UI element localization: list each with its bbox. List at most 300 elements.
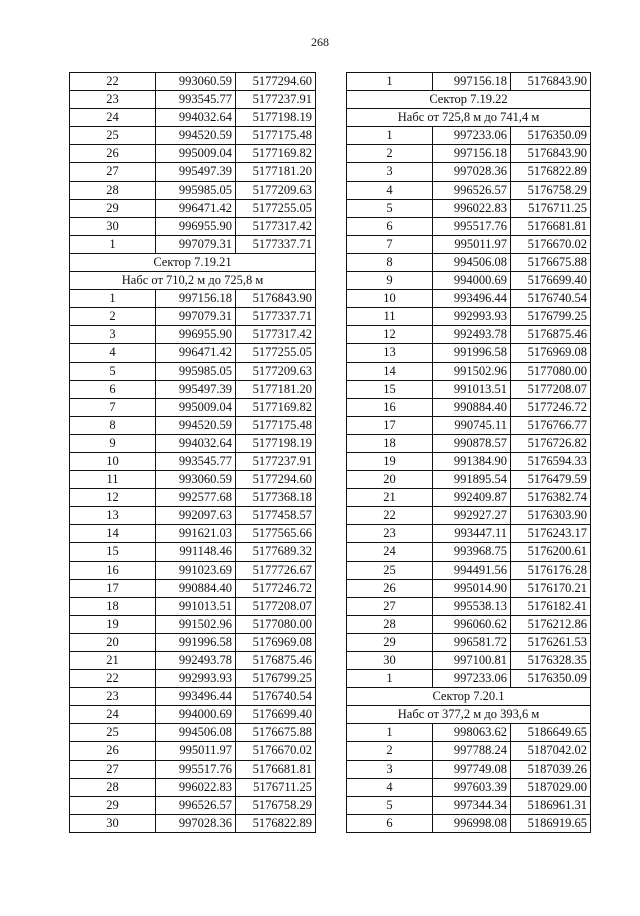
table-row	[347, 597, 591, 615]
coordinate-y: 5176212.86	[511, 615, 591, 633]
coordinate-x: 994506.08	[156, 724, 236, 742]
table-row	[347, 489, 591, 507]
coordinate-x: 997028.36	[433, 163, 511, 181]
point-number: 17	[70, 579, 156, 597]
coordinate-y: 5177181.20	[236, 380, 316, 398]
point-number: 3	[347, 760, 433, 778]
sector-header-row	[347, 91, 591, 109]
coordinate-x: 992493.78	[156, 652, 236, 670]
table-row	[70, 633, 316, 651]
table-row	[347, 633, 591, 651]
coordinate-x: 991013.51	[156, 597, 236, 615]
coordinate-y: 5177294.60	[236, 73, 316, 91]
sector-range-row	[347, 706, 591, 724]
coordinate-y: 5176711.25	[236, 778, 316, 796]
coordinate-x: 994000.69	[433, 272, 511, 290]
table-row	[347, 471, 591, 489]
coordinate-y: 5176328.35	[511, 652, 591, 670]
sector-range-row	[347, 109, 591, 127]
table-row	[347, 344, 591, 362]
table-row	[70, 145, 316, 163]
table-row	[70, 706, 316, 724]
coordinate-x: 996060.62	[433, 615, 511, 633]
table-row	[70, 344, 316, 362]
sector-title: Сектор 7.20.1	[347, 688, 591, 706]
coordinate-y: 5177175.48	[236, 416, 316, 434]
table-row	[347, 145, 591, 163]
coordinate-x: 997079.31	[156, 308, 236, 326]
coordinate-y: 5176350.09	[511, 670, 591, 688]
table-row	[347, 796, 591, 814]
point-number: 28	[347, 615, 433, 633]
coordinate-y: 5177726.67	[236, 561, 316, 579]
coordinate-x: 994032.64	[156, 434, 236, 452]
table-row	[70, 615, 316, 633]
table-row	[347, 814, 591, 832]
coordinates-table-left	[69, 72, 316, 833]
point-number: 23	[347, 525, 433, 543]
table-row	[347, 217, 591, 235]
sector-header-row	[70, 253, 316, 271]
point-number: 3	[70, 326, 156, 344]
table-row	[70, 471, 316, 489]
table-row	[347, 253, 591, 271]
coordinate-x: 990878.57	[433, 434, 511, 452]
table-row	[70, 380, 316, 398]
coordinate-y: 5176822.89	[236, 814, 316, 832]
point-number: 15	[347, 380, 433, 398]
coordinate-y: 5176740.54	[511, 290, 591, 308]
coordinate-x: 991996.58	[433, 344, 511, 362]
coordinate-x: 991023.69	[156, 561, 236, 579]
coordinate-x: 990745.11	[433, 416, 511, 434]
point-number: 4	[70, 344, 156, 362]
table-row	[347, 362, 591, 380]
coordinate-y: 5177080.00	[511, 362, 591, 380]
coordinate-y: 5176681.81	[511, 217, 591, 235]
coordinate-y: 5176799.25	[236, 670, 316, 688]
coordinate-x: 997100.81	[433, 652, 511, 670]
table-row	[347, 670, 591, 688]
point-number: 24	[70, 109, 156, 127]
coordinate-x: 997156.18	[433, 73, 511, 91]
point-number: 14	[347, 362, 433, 380]
table-row	[70, 796, 316, 814]
point-number: 1	[347, 724, 433, 742]
coordinate-y: 5176675.88	[511, 253, 591, 271]
coordinate-y: 5176670.02	[511, 235, 591, 253]
table-row	[70, 489, 316, 507]
coordinate-y: 5176969.08	[511, 344, 591, 362]
coordinate-y: 5177175.48	[236, 127, 316, 145]
coordinate-y: 5176699.40	[511, 272, 591, 290]
table-row	[347, 380, 591, 398]
point-number: 18	[347, 434, 433, 452]
point-number: 29	[70, 199, 156, 217]
coordinate-x: 997156.18	[433, 145, 511, 163]
coordinate-x: 991502.96	[156, 615, 236, 633]
coordinate-x: 995014.90	[433, 579, 511, 597]
table-row	[70, 163, 316, 181]
point-number: 21	[347, 489, 433, 507]
coordinate-x: 995497.39	[156, 380, 236, 398]
point-number: 2	[347, 742, 433, 760]
point-number: 28	[70, 778, 156, 796]
coordinate-x: 993968.75	[433, 543, 511, 561]
coordinate-y: 5176875.46	[511, 326, 591, 344]
point-number: 6	[70, 380, 156, 398]
coordinate-y: 5176170.21	[511, 579, 591, 597]
coordinate-x: 990884.40	[433, 398, 511, 416]
table-row	[347, 525, 591, 543]
coordinate-y: 5177294.60	[236, 471, 316, 489]
coordinate-x: 996955.90	[156, 217, 236, 235]
table-row	[70, 525, 316, 543]
coordinate-y: 5176969.08	[236, 633, 316, 651]
coordinate-y: 5176711.25	[511, 199, 591, 217]
table-row	[347, 398, 591, 416]
point-number: 22	[347, 507, 433, 525]
coordinate-x: 993060.59	[156, 471, 236, 489]
coordinate-x: 996955.90	[156, 326, 236, 344]
coordinate-y: 5176699.40	[236, 706, 316, 724]
sector-title: Сектор 7.19.22	[347, 91, 591, 109]
coordinate-y: 5176843.90	[511, 73, 591, 91]
table-row	[347, 290, 591, 308]
table-row	[70, 778, 316, 796]
point-number: 16	[70, 561, 156, 579]
table-row	[70, 724, 316, 742]
coordinate-x: 992993.93	[433, 308, 511, 326]
table-row	[70, 561, 316, 579]
point-number: 1	[347, 670, 433, 688]
coordinate-y: 5177255.05	[236, 344, 316, 362]
coordinate-x: 990884.40	[156, 579, 236, 597]
table-row	[347, 434, 591, 452]
table-row	[347, 235, 591, 253]
point-number: 21	[70, 652, 156, 670]
point-number: 5	[347, 796, 433, 814]
coordinate-y: 5176758.29	[511, 181, 591, 199]
point-number: 19	[347, 452, 433, 470]
coordinate-y: 5176382.74	[511, 489, 591, 507]
point-number: 26	[347, 579, 433, 597]
coordinate-y: 5176875.46	[236, 652, 316, 670]
coordinate-x: 997233.06	[433, 127, 511, 145]
coordinate-y: 5177317.42	[236, 326, 316, 344]
table-row	[70, 199, 316, 217]
page-number: 268	[311, 35, 329, 49]
coordinate-y: 5177181.20	[236, 163, 316, 181]
point-number: 30	[347, 652, 433, 670]
point-number: 13	[347, 344, 433, 362]
table-row	[70, 543, 316, 561]
coordinate-y: 5187039.26	[511, 760, 591, 778]
coordinate-x: 997788.24	[433, 742, 511, 760]
coordinate-x: 991996.58	[156, 633, 236, 651]
table-row	[70, 688, 316, 706]
coordinate-x: 993447.11	[433, 525, 511, 543]
coordinate-x: 996471.42	[156, 199, 236, 217]
point-number: 30	[70, 814, 156, 832]
coordinate-y: 5177458.57	[236, 507, 316, 525]
coordinate-x: 992493.78	[433, 326, 511, 344]
point-number: 1	[70, 290, 156, 308]
point-number: 17	[347, 416, 433, 434]
table-row	[70, 742, 316, 760]
coordinate-y: 5177337.71	[236, 235, 316, 253]
sector-header-row	[347, 688, 591, 706]
table-row	[70, 290, 316, 308]
coordinate-y: 5177198.19	[236, 434, 316, 452]
coordinate-y: 5177565.66	[236, 525, 316, 543]
coordinate-y: 5176766.77	[511, 416, 591, 434]
coordinate-x: 993496.44	[433, 290, 511, 308]
coordinate-x: 992409.87	[433, 489, 511, 507]
point-number: 6	[347, 814, 433, 832]
coordinate-x: 994491.56	[433, 561, 511, 579]
point-number: 24	[347, 543, 433, 561]
coordinate-y: 5176681.81	[236, 760, 316, 778]
coordinate-y: 5176670.02	[236, 742, 316, 760]
table-row	[347, 724, 591, 742]
sector-range: Набс от 710,2 м до 725,8 м	[70, 272, 316, 290]
coordinate-x: 995011.97	[156, 742, 236, 760]
table-row	[70, 597, 316, 615]
coordinate-y: 5176758.29	[236, 796, 316, 814]
point-number: 12	[347, 326, 433, 344]
coordinate-x: 996998.08	[433, 814, 511, 832]
coordinate-y: 5177337.71	[236, 308, 316, 326]
coordinate-x: 995497.39	[156, 163, 236, 181]
point-number: 19	[70, 615, 156, 633]
coordinate-x: 994520.59	[156, 416, 236, 434]
coordinate-x: 997749.08	[433, 760, 511, 778]
table-row	[70, 579, 316, 597]
point-number: 25	[70, 724, 156, 742]
coordinate-y: 5176479.59	[511, 471, 591, 489]
sector-range: Набс от 725,8 м до 741,4 м	[347, 109, 591, 127]
coordinate-x: 995011.97	[433, 235, 511, 253]
point-number: 20	[70, 633, 156, 651]
table-row	[347, 760, 591, 778]
coordinate-x: 991621.03	[156, 525, 236, 543]
coordinate-y: 5177689.32	[236, 543, 316, 561]
coordinate-x: 991013.51	[433, 380, 511, 398]
point-number: 26	[70, 742, 156, 760]
table-row	[347, 416, 591, 434]
coordinate-y: 5177246.72	[511, 398, 591, 416]
point-number: 11	[347, 308, 433, 326]
point-number: 1	[347, 73, 433, 91]
sector-range: Набс от 377,2 м до 393,6 м	[347, 706, 591, 724]
coordinate-x: 992993.93	[156, 670, 236, 688]
coordinate-y: 5177080.00	[236, 615, 316, 633]
coordinate-x: 995985.05	[156, 362, 236, 380]
table-row	[70, 416, 316, 434]
coordinate-y: 5186961.31	[511, 796, 591, 814]
point-number: 8	[347, 253, 433, 271]
coordinate-y: 5177209.63	[236, 362, 316, 380]
coordinate-x: 991502.96	[433, 362, 511, 380]
coordinate-x: 995009.04	[156, 145, 236, 163]
coordinate-x: 996526.57	[156, 796, 236, 814]
coordinate-x: 991384.90	[433, 452, 511, 470]
table-row	[347, 543, 591, 561]
coordinate-x: 992927.27	[433, 507, 511, 525]
table-row	[70, 217, 316, 235]
coordinate-y: 5187029.00	[511, 778, 591, 796]
point-number: 27	[70, 760, 156, 778]
table-row	[347, 579, 591, 597]
coordinate-y: 5186919.65	[511, 814, 591, 832]
coordinate-x: 994506.08	[433, 253, 511, 271]
point-number: 29	[70, 796, 156, 814]
coordinate-y: 5177368.18	[236, 489, 316, 507]
table-row	[70, 91, 316, 109]
coordinate-y: 5176740.54	[236, 688, 316, 706]
table-row	[70, 109, 316, 127]
table-row	[70, 73, 316, 91]
point-number: 27	[70, 163, 156, 181]
point-number: 7	[347, 235, 433, 253]
coordinate-x: 993545.77	[156, 452, 236, 470]
coordinate-y: 5176303.90	[511, 507, 591, 525]
point-number: 16	[347, 398, 433, 416]
coordinate-y: 5176243.17	[511, 525, 591, 543]
point-number: 10	[347, 290, 433, 308]
point-number: 5	[347, 199, 433, 217]
coordinate-x: 996581.72	[433, 633, 511, 651]
coordinate-x: 995985.05	[156, 181, 236, 199]
table-row	[347, 615, 591, 633]
point-number: 9	[347, 272, 433, 290]
point-number: 26	[70, 145, 156, 163]
coordinate-x: 994000.69	[156, 706, 236, 724]
coordinate-x: 996022.83	[156, 778, 236, 796]
coordinate-y: 5186649.65	[511, 724, 591, 742]
sector-title: Сектор 7.19.21	[70, 253, 316, 271]
point-number: 6	[347, 217, 433, 235]
table-row	[70, 326, 316, 344]
point-number: 2	[70, 308, 156, 326]
coordinate-y: 5176843.90	[511, 145, 591, 163]
table-row	[347, 199, 591, 217]
table-row	[347, 308, 591, 326]
point-number: 22	[70, 73, 156, 91]
table-row	[70, 398, 316, 416]
table-row	[70, 308, 316, 326]
coordinate-y: 5176726.82	[511, 434, 591, 452]
coordinate-x: 995538.13	[433, 597, 511, 615]
coordinate-x: 998063.62	[433, 724, 511, 742]
coordinate-y: 5176594.33	[511, 452, 591, 470]
point-number: 25	[70, 127, 156, 145]
coordinate-x: 995009.04	[156, 398, 236, 416]
point-number: 8	[70, 416, 156, 434]
table-row	[70, 652, 316, 670]
coordinate-y: 5177208.07	[236, 597, 316, 615]
point-number: 15	[70, 543, 156, 561]
coordinate-y: 5177208.07	[511, 380, 591, 398]
coordinate-x: 995517.76	[156, 760, 236, 778]
table-row	[70, 814, 316, 832]
point-number: 22	[70, 670, 156, 688]
sector-range-row	[70, 272, 316, 290]
coordinate-y: 5176200.61	[511, 543, 591, 561]
coordinate-x: 996471.42	[156, 344, 236, 362]
coordinate-y: 5177246.72	[236, 579, 316, 597]
coordinate-y: 5176350.09	[511, 127, 591, 145]
table-row	[70, 670, 316, 688]
table-row	[347, 272, 591, 290]
table-row	[347, 326, 591, 344]
point-number: 13	[70, 507, 156, 525]
coordinate-x: 992577.68	[156, 489, 236, 507]
coordinate-y: 5176843.90	[236, 290, 316, 308]
table-row	[70, 181, 316, 199]
coordinate-y: 5176675.88	[236, 724, 316, 742]
coordinate-x: 994520.59	[156, 127, 236, 145]
table-row	[347, 452, 591, 470]
coordinate-y: 5177317.42	[236, 217, 316, 235]
table-row	[70, 127, 316, 145]
table-row	[347, 73, 591, 91]
point-number: 3	[347, 163, 433, 181]
table-row	[70, 760, 316, 778]
coordinate-x: 991148.46	[156, 543, 236, 561]
point-number: 24	[70, 706, 156, 724]
table-row	[347, 507, 591, 525]
coordinate-x: 997344.34	[433, 796, 511, 814]
coordinate-x: 996022.83	[433, 199, 511, 217]
coordinate-y: 5176822.89	[511, 163, 591, 181]
coordinate-x: 997079.31	[156, 235, 236, 253]
coordinate-y: 5176799.25	[511, 308, 591, 326]
coordinate-x: 996526.57	[433, 181, 511, 199]
coordinate-x: 994032.64	[156, 109, 236, 127]
table-row	[70, 362, 316, 380]
table-row	[70, 452, 316, 470]
coordinate-y: 5177237.91	[236, 452, 316, 470]
coordinate-y: 5177169.82	[236, 145, 316, 163]
point-number: 28	[70, 181, 156, 199]
point-number: 29	[347, 633, 433, 651]
coordinate-x: 991895.54	[433, 471, 511, 489]
coordinate-x: 993060.59	[156, 73, 236, 91]
table-row	[70, 434, 316, 452]
coordinate-x: 997156.18	[156, 290, 236, 308]
coordinate-x: 992097.63	[156, 507, 236, 525]
coordinate-y: 5177255.05	[236, 199, 316, 217]
point-number: 2	[347, 145, 433, 163]
coordinate-x: 995517.76	[433, 217, 511, 235]
table-row	[70, 507, 316, 525]
coordinate-y: 5176261.53	[511, 633, 591, 651]
table-row	[347, 127, 591, 145]
coordinate-y: 5177237.91	[236, 91, 316, 109]
table-row	[70, 235, 316, 253]
coordinates-table-right	[346, 72, 591, 833]
point-number: 11	[70, 471, 156, 489]
point-number: 4	[347, 778, 433, 796]
point-number: 10	[70, 452, 156, 470]
point-number: 9	[70, 434, 156, 452]
coordinate-y: 5187042.02	[511, 742, 591, 760]
coordinate-y: 5176176.28	[511, 561, 591, 579]
coordinate-y: 5177209.63	[236, 181, 316, 199]
table-row	[347, 163, 591, 181]
